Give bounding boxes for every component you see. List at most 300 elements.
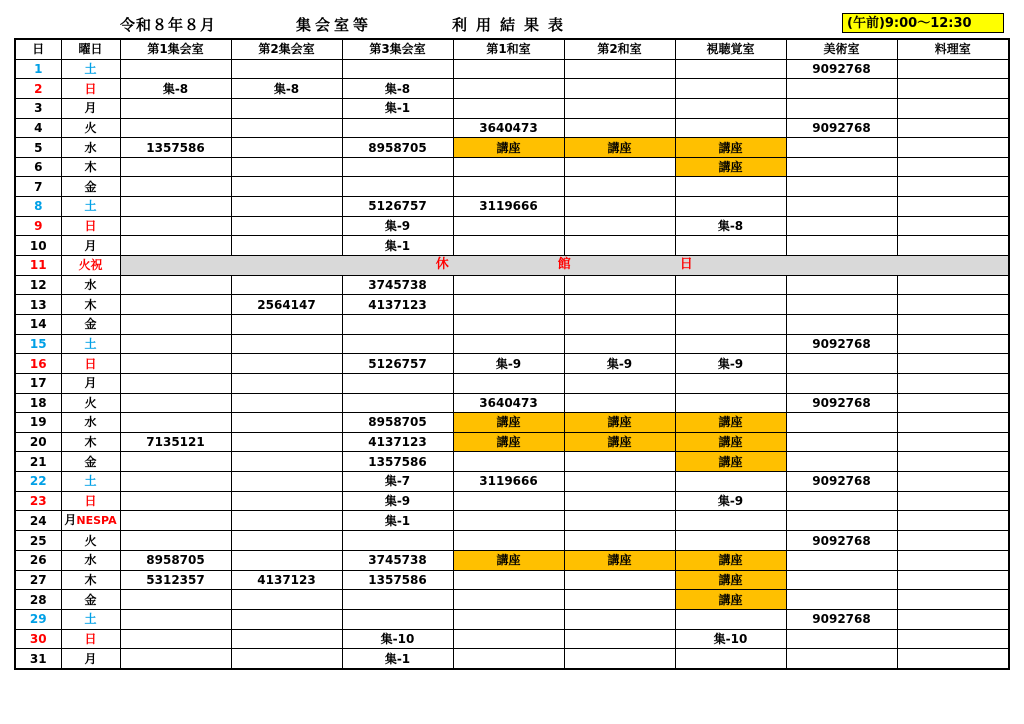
header-row xyxy=(15,39,1009,59)
table-row xyxy=(15,452,1009,472)
booking-cell xyxy=(675,79,786,99)
booking-cell xyxy=(342,177,453,197)
weekday-cell: 木 xyxy=(61,432,120,452)
booking-cell xyxy=(675,314,786,334)
booking-cell: 3119666 xyxy=(453,472,564,492)
booking-cell xyxy=(120,373,231,393)
booking-cell xyxy=(786,275,897,295)
booking-cell xyxy=(231,118,342,138)
booking-cell: 集-10 xyxy=(675,629,786,649)
booking-cell: 9092768 xyxy=(786,118,897,138)
booking-cell: 4137123 xyxy=(342,295,453,315)
booking-cell: 9092768 xyxy=(786,59,897,79)
booking-cell xyxy=(453,590,564,610)
booking-cell: 3640473 xyxy=(453,118,564,138)
booking-cell xyxy=(786,649,897,669)
booking-cell xyxy=(564,531,675,551)
booking-cell xyxy=(342,609,453,629)
booking-cell xyxy=(675,609,786,629)
day-cell: 29 xyxy=(15,609,61,629)
booking-cell xyxy=(231,177,342,197)
booking-cell xyxy=(342,157,453,177)
booking-cell xyxy=(897,118,1009,138)
booking-cell: 9092768 xyxy=(786,334,897,354)
booking-cell xyxy=(897,314,1009,334)
booking-cell xyxy=(231,373,342,393)
title-era: 令和８年８月 xyxy=(120,16,217,34)
booking-cell xyxy=(786,216,897,236)
weekday-cell: 木 xyxy=(61,157,120,177)
booking-cell xyxy=(786,138,897,158)
booking-cell xyxy=(786,236,897,256)
day-cell: 23 xyxy=(15,491,61,511)
booking-cell xyxy=(786,295,897,315)
weekday-cell: 土 xyxy=(61,334,120,354)
weekday-cell xyxy=(61,511,120,531)
booking-cell xyxy=(897,197,1009,217)
booking-cell xyxy=(120,452,231,472)
booking-cell xyxy=(564,491,675,511)
table-row xyxy=(15,609,1009,629)
weekday-note: NESPA xyxy=(76,514,117,528)
booking-cell: 集-9 xyxy=(342,216,453,236)
header-room3: 第3集会室 xyxy=(342,39,453,59)
booking-cell: 5312357 xyxy=(120,570,231,590)
booking-cell: 4137123 xyxy=(231,570,342,590)
day-cell: 15 xyxy=(15,334,61,354)
table-row xyxy=(15,354,1009,374)
booking-cell: 1357586 xyxy=(342,452,453,472)
booking-cell xyxy=(564,295,675,315)
booking-cell xyxy=(897,98,1009,118)
booking-cell xyxy=(453,511,564,531)
booking-cell xyxy=(675,295,786,315)
weekday-cell: 火 xyxy=(61,118,120,138)
booking-cell xyxy=(786,197,897,217)
booking-cell xyxy=(120,649,231,669)
booking-cell xyxy=(675,118,786,138)
booking-cell xyxy=(786,157,897,177)
table-row xyxy=(15,413,1009,433)
weekday-cell: 土 xyxy=(61,197,120,217)
day-cell: 2 xyxy=(15,79,61,99)
weekday-cell: 火祝 xyxy=(61,256,120,276)
booking-cell xyxy=(453,177,564,197)
booking-cell xyxy=(453,216,564,236)
booking-cell xyxy=(786,570,897,590)
table-row xyxy=(15,649,1009,669)
booking-cell xyxy=(120,236,231,256)
booking-cell xyxy=(453,157,564,177)
booking-cell xyxy=(897,177,1009,197)
booking-cell xyxy=(453,314,564,334)
booking-cell xyxy=(675,177,786,197)
booking-cell xyxy=(120,511,231,531)
booking-cell: 集-8 xyxy=(231,79,342,99)
booking-cell xyxy=(786,177,897,197)
booking-cell: 集-10 xyxy=(342,629,453,649)
booking-cell xyxy=(231,452,342,472)
booking-cell xyxy=(564,649,675,669)
booking-cell xyxy=(453,334,564,354)
booking-cell xyxy=(897,393,1009,413)
table-row xyxy=(15,59,1009,79)
booking-cell xyxy=(897,157,1009,177)
booking-cell xyxy=(564,79,675,99)
booking-cell: 講座 xyxy=(675,551,786,571)
booking-cell xyxy=(786,452,897,472)
booking-cell: 3745738 xyxy=(342,551,453,571)
booking-cell xyxy=(120,531,231,551)
booking-cell xyxy=(120,177,231,197)
booking-cell xyxy=(231,413,342,433)
booking-cell xyxy=(564,314,675,334)
schedule-table xyxy=(14,38,1010,670)
booking-cell xyxy=(897,432,1009,452)
day-cell: 10 xyxy=(15,236,61,256)
booking-cell: 講座 xyxy=(675,413,786,433)
booking-cell xyxy=(897,216,1009,236)
weekday-cell: 水 xyxy=(61,275,120,295)
booking-cell xyxy=(564,590,675,610)
weekday-cell: 木 xyxy=(61,570,120,590)
booking-cell xyxy=(120,216,231,236)
booking-cell xyxy=(897,452,1009,472)
day-cell: 12 xyxy=(15,275,61,295)
booking-cell: 7135121 xyxy=(120,432,231,452)
table-row xyxy=(15,98,1009,118)
booking-cell: 3745738 xyxy=(342,275,453,295)
booking-cell: 講座 xyxy=(453,138,564,158)
booking-cell xyxy=(120,334,231,354)
booking-cell xyxy=(897,236,1009,256)
header-washitsu2: 第2和室 xyxy=(564,39,675,59)
booking-cell: 講座 xyxy=(675,590,786,610)
booking-cell: 講座 xyxy=(564,432,675,452)
weekday-cell: 月 xyxy=(61,236,120,256)
booking-cell xyxy=(897,609,1009,629)
table-row xyxy=(15,236,1009,256)
booking-cell xyxy=(675,511,786,531)
day-cell: 8 xyxy=(15,197,61,217)
title-result: 利用結果表 xyxy=(452,16,573,34)
booking-cell xyxy=(675,373,786,393)
booking-cell xyxy=(120,59,231,79)
weekday-cell: 金 xyxy=(61,314,120,334)
booking-cell xyxy=(564,275,675,295)
booking-cell: 2564147 xyxy=(231,295,342,315)
booking-cell xyxy=(897,531,1009,551)
booking-cell xyxy=(453,59,564,79)
weekday-cell: 月 xyxy=(61,98,120,118)
booking-cell xyxy=(120,295,231,315)
weekday-cell: 土 xyxy=(61,609,120,629)
booking-cell: 講座 xyxy=(675,452,786,472)
booking-cell xyxy=(453,295,564,315)
booking-cell xyxy=(786,629,897,649)
booking-cell: 講座 xyxy=(675,157,786,177)
table-row xyxy=(15,629,1009,649)
booking-cell xyxy=(342,334,453,354)
weekday-cell: 日 xyxy=(61,491,120,511)
closed-char: 館 xyxy=(557,257,571,273)
booking-cell: 9092768 xyxy=(786,393,897,413)
booking-cell xyxy=(231,511,342,531)
booking-cell xyxy=(786,98,897,118)
booking-cell xyxy=(453,275,564,295)
booking-cell xyxy=(786,413,897,433)
booking-cell xyxy=(897,413,1009,433)
booking-cell xyxy=(897,472,1009,492)
booking-cell xyxy=(564,118,675,138)
day-cell: 25 xyxy=(15,531,61,551)
booking-cell: 集-7 xyxy=(342,472,453,492)
title-name: 集会室等 xyxy=(296,16,373,34)
closed-char: 休 xyxy=(435,257,449,273)
table-row xyxy=(15,118,1009,138)
booking-cell: 集-9 xyxy=(342,491,453,511)
table-row xyxy=(15,216,1009,236)
booking-cell: 8958705 xyxy=(342,138,453,158)
booking-cell xyxy=(564,197,675,217)
weekday-cell: 木 xyxy=(61,295,120,315)
day-cell: 6 xyxy=(15,157,61,177)
booking-cell xyxy=(564,609,675,629)
booking-cell xyxy=(120,491,231,511)
booking-cell xyxy=(342,59,453,79)
booking-cell xyxy=(675,59,786,79)
booking-cell xyxy=(897,629,1009,649)
booking-cell xyxy=(675,334,786,354)
table-row xyxy=(15,79,1009,99)
hours-badge: (午前)9:00～12:30 xyxy=(842,13,1004,33)
booking-cell xyxy=(897,590,1009,610)
day-cell: 28 xyxy=(15,590,61,610)
booking-cell xyxy=(786,590,897,610)
weekday-cell: 日 xyxy=(61,79,120,99)
booking-cell xyxy=(897,373,1009,393)
booking-cell xyxy=(675,275,786,295)
booking-cell xyxy=(120,197,231,217)
booking-cell xyxy=(231,216,342,236)
booking-cell xyxy=(897,491,1009,511)
booking-cell xyxy=(786,373,897,393)
booking-cell xyxy=(231,629,342,649)
booking-cell xyxy=(231,59,342,79)
booking-cell xyxy=(231,275,342,295)
booking-cell: 講座 xyxy=(675,570,786,590)
booking-cell xyxy=(231,649,342,669)
table-row xyxy=(15,511,1009,531)
booking-cell xyxy=(231,314,342,334)
day-cell: 24 xyxy=(15,511,61,531)
table-row xyxy=(15,531,1009,551)
weekday-cell: 日 xyxy=(61,354,120,374)
closed-day-cell xyxy=(120,256,1009,276)
header-washitsu1: 第1和室 xyxy=(453,39,564,59)
booking-cell xyxy=(453,649,564,669)
header-cooking-room: 料理室 xyxy=(897,39,1009,59)
table-row xyxy=(15,590,1009,610)
weekday-cell: 金 xyxy=(61,590,120,610)
day-cell: 17 xyxy=(15,373,61,393)
booking-cell xyxy=(786,79,897,99)
weekday-cell: 金 xyxy=(61,177,120,197)
booking-cell xyxy=(453,79,564,99)
booking-cell xyxy=(897,138,1009,158)
weekday-cell: 火 xyxy=(61,531,120,551)
day-cell: 11 xyxy=(15,256,61,276)
booking-cell xyxy=(120,157,231,177)
booking-cell xyxy=(453,531,564,551)
booking-cell: 5126757 xyxy=(342,197,453,217)
booking-cell xyxy=(564,452,675,472)
booking-cell xyxy=(675,531,786,551)
booking-cell: 8958705 xyxy=(342,413,453,433)
day-cell: 7 xyxy=(15,177,61,197)
booking-cell xyxy=(342,314,453,334)
table-row xyxy=(15,491,1009,511)
booking-cell xyxy=(342,393,453,413)
booking-cell xyxy=(120,413,231,433)
booking-cell: 1357586 xyxy=(342,570,453,590)
weekday-cell: 月 xyxy=(61,373,120,393)
booking-cell xyxy=(120,275,231,295)
header-day: 日 xyxy=(15,39,61,59)
booking-cell xyxy=(564,157,675,177)
booking-cell: 集-1 xyxy=(342,511,453,531)
booking-cell xyxy=(564,570,675,590)
booking-cell xyxy=(786,432,897,452)
table-row xyxy=(15,138,1009,158)
table-row xyxy=(15,432,1009,452)
day-cell: 31 xyxy=(15,649,61,669)
table-row xyxy=(15,314,1009,334)
day-cell: 3 xyxy=(15,98,61,118)
day-cell: 14 xyxy=(15,314,61,334)
booking-cell xyxy=(675,197,786,217)
table-row xyxy=(15,177,1009,197)
weekday-label: 月 xyxy=(64,513,77,528)
day-cell: 5 xyxy=(15,138,61,158)
booking-cell xyxy=(564,373,675,393)
table-row xyxy=(15,256,1009,276)
booking-cell xyxy=(675,98,786,118)
day-cell: 22 xyxy=(15,472,61,492)
booking-cell: 集-9 xyxy=(453,354,564,374)
booking-cell: 9092768 xyxy=(786,609,897,629)
booking-cell xyxy=(231,98,342,118)
table-row xyxy=(15,275,1009,295)
booking-cell xyxy=(564,393,675,413)
booking-cell xyxy=(453,491,564,511)
booking-cell: 5126757 xyxy=(342,354,453,374)
booking-cell xyxy=(897,354,1009,374)
booking-cell: 3119666 xyxy=(453,197,564,217)
day-cell: 21 xyxy=(15,452,61,472)
booking-cell xyxy=(564,629,675,649)
booking-cell xyxy=(231,334,342,354)
booking-cell xyxy=(564,511,675,531)
day-cell: 20 xyxy=(15,432,61,452)
header-weekday: 曜日 xyxy=(61,39,120,59)
booking-cell xyxy=(231,531,342,551)
booking-cell xyxy=(897,570,1009,590)
booking-cell xyxy=(564,177,675,197)
booking-cell xyxy=(786,511,897,531)
booking-cell xyxy=(231,551,342,571)
booking-cell xyxy=(897,295,1009,315)
table-row xyxy=(15,157,1009,177)
booking-cell xyxy=(120,354,231,374)
booking-cell xyxy=(120,472,231,492)
booking-cell xyxy=(453,609,564,629)
weekday-cell: 火 xyxy=(61,393,120,413)
booking-cell xyxy=(897,79,1009,99)
weekday-cell: 水 xyxy=(61,413,120,433)
table-row xyxy=(15,393,1009,413)
booking-cell: 講座 xyxy=(675,138,786,158)
booking-cell xyxy=(120,98,231,118)
table-row xyxy=(15,570,1009,590)
day-cell: 27 xyxy=(15,570,61,590)
booking-cell xyxy=(564,334,675,354)
weekday-cell: 水 xyxy=(61,551,120,571)
booking-cell xyxy=(453,452,564,472)
booking-cell xyxy=(120,629,231,649)
booking-cell xyxy=(897,551,1009,571)
booking-cell xyxy=(453,98,564,118)
day-cell: 30 xyxy=(15,629,61,649)
day-cell: 9 xyxy=(15,216,61,236)
weekday-cell: 日 xyxy=(61,629,120,649)
booking-cell xyxy=(231,138,342,158)
weekday-cell: 金 xyxy=(61,452,120,472)
day-cell: 13 xyxy=(15,295,61,315)
booking-cell xyxy=(120,314,231,334)
booking-cell xyxy=(342,373,453,393)
booking-cell xyxy=(231,236,342,256)
booking-cell xyxy=(675,393,786,413)
weekday-cell: 土 xyxy=(61,472,120,492)
booking-cell: 3640473 xyxy=(453,393,564,413)
weekday-cell: 月 xyxy=(61,649,120,669)
booking-cell: 講座 xyxy=(564,413,675,433)
table-row xyxy=(15,197,1009,217)
day-cell: 19 xyxy=(15,413,61,433)
day-cell: 4 xyxy=(15,118,61,138)
booking-cell xyxy=(231,157,342,177)
weekday-cell: 水 xyxy=(61,138,120,158)
booking-cell xyxy=(231,491,342,511)
booking-cell xyxy=(342,531,453,551)
table-row xyxy=(15,373,1009,393)
booking-cell: 集-8 xyxy=(675,216,786,236)
booking-cell: 1357586 xyxy=(120,138,231,158)
booking-cell xyxy=(675,472,786,492)
booking-cell: 集-9 xyxy=(675,354,786,374)
table-row xyxy=(15,334,1009,354)
booking-cell xyxy=(453,236,564,256)
booking-cell: 9092768 xyxy=(786,531,897,551)
booking-cell xyxy=(675,649,786,669)
booking-cell xyxy=(897,275,1009,295)
booking-cell: 集-9 xyxy=(675,491,786,511)
table-row xyxy=(15,295,1009,315)
booking-cell: 講座 xyxy=(564,551,675,571)
booking-cell xyxy=(564,98,675,118)
weekday-cell: 土 xyxy=(61,59,120,79)
